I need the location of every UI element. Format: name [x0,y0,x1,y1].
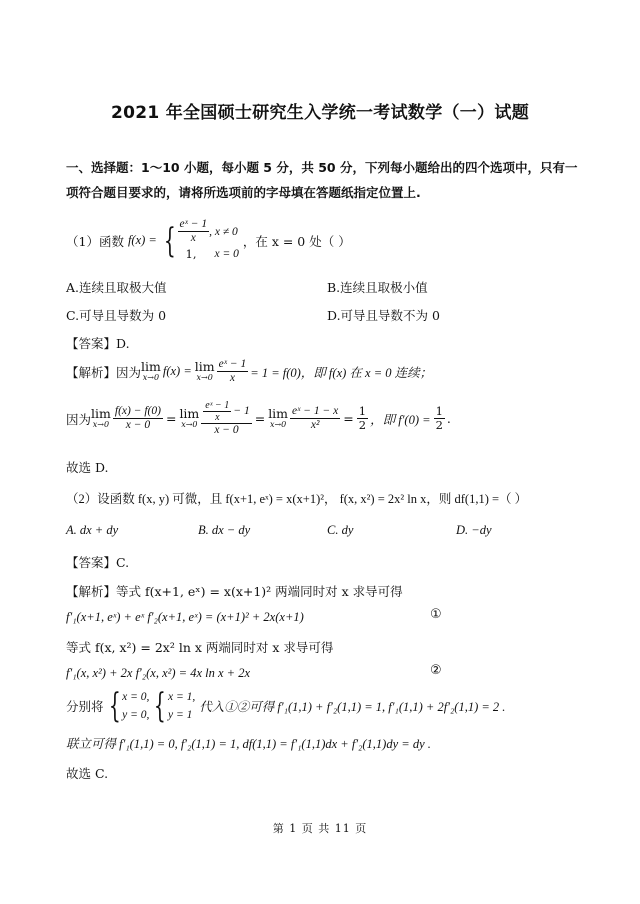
q2-explanation-1: 【解析】等式 f(x+1, eˣ) = x(x+1)² 两端同时对 x 求导可得 [66,584,403,599]
q1-func: f(x) = [127,233,157,247]
q1-exp2-limsub1: x→0 [92,419,110,429]
section-heading-line2: 项符合题目要求的，请将所选项前的字母填在答题纸指定位置上. [66,185,421,200]
q1-suffix: ，在 x = 0 处（ ） [242,233,351,249]
q1-exp2-eq1: = [165,411,177,426]
q1-piecewise [159,218,239,263]
q2-answer: 【答案】C. [66,555,130,570]
q2-stem: （2）设函数 f(x, y) 可微，且 f(x+1, eˣ) = x(x+1)²， f(x, x²) = 2x² ln x，则 df(1,1) =（ ） [66,492,528,506]
q1-prefix: （1）函数 [66,233,124,249]
q2-option-c: C. dy [327,523,354,537]
brace-icon: { [154,686,167,726]
page-title: 2021 年全国硕士研究生入学统一考试数学（一）试题 [110,103,530,123]
brace-icon: { [163,220,176,261]
q2-sub-system-a [104,688,150,724]
q1-exp2-den1: x − 0 [125,419,151,431]
q1-exp2-num3: eˣ − 1 − x [292,405,339,417]
q1-option-c: C.可导且导数为 0 [66,308,167,323]
q1-exp2-num1: f(x) − f(0) [114,405,161,417]
q1-exp2-eq3: = [343,411,354,426]
q1-option-a: A.连续且取极大值 [66,280,167,295]
q1-exp1-limsub: x→0 [142,372,160,382]
q1-exp1-lim2: lim [194,358,215,374]
q1-exp2-eq2: = [254,411,266,426]
equation-marker-1: ① [430,607,442,622]
q2-option-b: B. dx − dy [198,523,251,537]
q1-exp2-limsub2: x→0 [181,419,198,429]
q2-combine: 联立可得 f′₁(1,1) = 0, f′₂(1,1) = 1, df(1,1) = f′₁(1,1)dx + f′₂(1,1)dy = dy . [66,737,431,751]
q1-explanation-2 [66,400,451,437]
q1-conclusion: 故选 D. [66,460,109,475]
q1-explanation-1 [66,358,432,385]
q1-exp1-den: x [229,372,235,384]
q2-option-a: A. dx + dy [66,523,119,537]
q1-exp2-limsub3: x→0 [269,419,287,429]
q2-sub-a2: y = 0, [122,709,150,721]
q1-case2-cond: x = 0 [214,248,239,260]
q1-exp2-half-num: 1 [358,404,367,418]
q1-option-b: B.连续且取极小值 [327,280,428,295]
q1-exp2-inner-rest: − 1 [233,405,250,417]
q2-sub-b2: y = 1 [168,709,193,721]
q2-sub-system-b [149,688,195,724]
brace-icon: { [108,686,121,726]
q1-exp2-lim2: lim [179,405,200,421]
q1-exp2-den3: x² [310,419,320,431]
q2-conclusion: 故选 C. [66,766,109,781]
q1-option-d: D.可导且导数不为 0 [327,308,440,323]
q2-substitution [66,688,505,724]
q2-option-d: D. −dy [456,523,492,537]
q2-equation-2: f′₁(x, x²) + 2x f′₂(x, x²) = 4x ln x + 2x [66,666,251,680]
q1-case1-cond: , x ≠ 0 [209,225,238,238]
q1-exp1-tail: = 1 = f(0)，即 f(x) 在 x = 0 连续； [250,365,433,380]
q1-exp2-inner-num: eˣ − 1 [205,400,230,411]
q1-exp1-fx: f(x) = [162,364,192,378]
q1-exp1-limsub2: x→0 [196,372,213,382]
q1-exp2-end: . [446,411,451,426]
section-heading-line1: 一、选择题：1～10 小题，每小题 5 分，共 50 分，下列每小题给出的四个选项中，只有一 [66,160,578,175]
q1-exp2-half-den: 2 [358,418,367,432]
q1-exp2-tail: ，即 f′(0) = [370,412,431,427]
q2-explanation-2: 等式 f(x, x²) = 2x² ln x 两端同时对 x 求导可得 [66,640,334,655]
q1-exp2-half-num2: 1 [435,404,443,418]
q1-case1-num: eˣ − 1 [179,218,208,230]
q1-exp2-half-den2: 2 [435,418,443,432]
q1-exp1-lim: lim [141,358,161,374]
q2-sub-b1: x = 1, [168,691,196,703]
q1-exp2-inner-den: x [215,412,220,423]
q1-case2-val: 1, [185,247,197,261]
equation-marker-2: ② [430,663,442,678]
q1-exp2-lim3: lim [268,405,289,421]
q1-case1-den: x [190,232,196,244]
q1-exp2-den2: x − 0 [214,424,239,436]
q1-exp2-lim1: lim [91,405,111,421]
q1-answer: 【答案】D. [66,336,130,351]
q2-equation-1: f′₁(x+1, eˣ) + eˣ f′₂(x+1, eˣ) = (x+1)² + 2x(x+1) [66,610,304,624]
q1-exp1-num: eˣ − 1 [218,358,247,370]
q1-exp2-label: 因为 [66,411,92,427]
q2-sub-label: 分别将 [66,699,104,714]
q2-sub-tail: 代入①②可得 f′₁(1,1) + f′₂(1,1) = 1, f′₁(1,1) + 2f′₂(1,1) = 2 . [199,700,506,714]
q1-stem [66,218,351,263]
q1-exp1-label: 【解析】因为 [66,364,142,380]
page-footer: 第 1 页 共 11 页 [272,822,368,835]
q2-sub-a1: x = 0, [122,691,150,703]
